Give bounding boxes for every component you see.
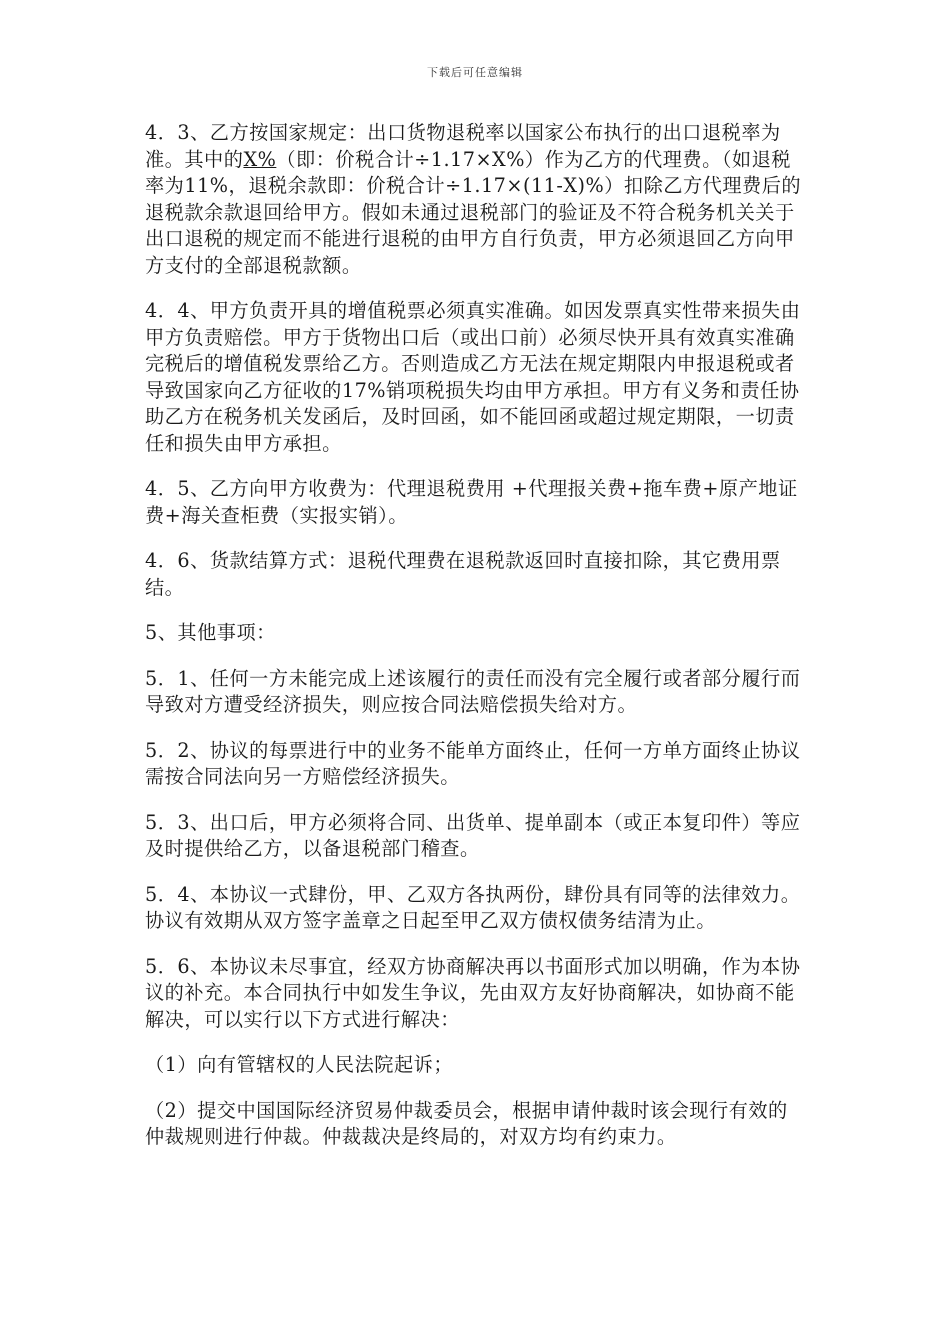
clause-4-6: 4．6、货款结算方式：退税代理费在退税款返回时直接扣除，其它费用票结。	[145, 549, 781, 599]
document-body	[145, 120, 805, 1170]
clause-4-5: 4．5、乙方向甲方收费为：代理退税费用 +代理报关费+拖车费+原产地证费+海关查柜费（实报实销）。	[145, 477, 798, 527]
dispute-option-2: （2）提交中国国际经济贸易仲裁委员会，根据申请仲裁时该会现行有效的仲裁规则进行仲裁。仲裁裁决是终局的，对双方均有约束力。	[145, 1098, 788, 1148]
clause-5-1: 5．1、任何一方未能完成上述该履行的责任而没有完全履行或者部分履行而导致对方遭受经济损失，则应按合同法赔偿损失给对方。	[145, 666, 801, 716]
clause-4-3-rate-variable: X%	[243, 147, 277, 171]
clause-5-4: 5．4、本协议一式肆份，甲、乙双方各执两份，肆份具有同等的法律效力。协议有效期从双方签字盖章之日起至甲乙双方债权债务结清为止。	[145, 882, 801, 932]
clause-5-3: 5．3、出口后，甲方必须将合同、出货单、提单副本（或正本复印件）等应及时提供给乙方，以备退税部门稽查。	[145, 810, 801, 860]
clause-5-2: 5．2、协议的每票进行中的业务不能单方面终止，任何一方单方面终止协议需按合同法向另一方赔偿经济损失。	[145, 738, 801, 788]
clause-5-6: 5．6、本协议未尽事宜，经双方协商解决再以书面形式加以明确，作为本协议的补充。本合同执行中如发生争议，先由双方友好协商解决，如协商不能解决，可以实行以下方式进行解决：	[145, 954, 801, 1031]
clause-4-4: 4．4、甲方负责开具的增值税票必须真实准确。如因发票真实性带来损失由甲方负责赔偿。甲方于货物出口后（或出口前）必须尽快开具有效真实准确完税后的增值税发票给乙方。否则造成乙方无法在规定期限内申报退税或者导致国家向乙方征收的17%销项税损失均由甲方承担。甲方有义务和责任协助乙方在税务机关发函后，及时回函，如不能回函或超过规定期限，一切责任和损失由甲方承担。	[145, 299, 801, 455]
clause-4-3-text-end: （即：价税合计÷1.17×X%）作为乙方的代理费。（如退税率为11%，退税余款即：价税合计÷1.17×(11-X)%）扣除乙方代理费后的退税款余款退回给甲方。假如未通过退税部门的验证及不符合税务机关关于出口退税的规定而不能进行退税的由甲方自行负责，甲方必须退回乙方向甲方支付的全部退税款额。	[145, 147, 802, 277]
clause-4-3	[145, 120, 805, 279]
page-header-note: 下载后可任意编辑	[427, 66, 523, 79]
section-5-heading: 5、其他事项：	[145, 621, 276, 644]
dispute-option-1: （1）向有管辖权的人民法院起诉；	[145, 1053, 454, 1076]
clause-4-3-text-start: 4．3、乙方按国家规定：出口货物退税率以国家公布执行的出口退税率为准。其中的	[145, 121, 781, 171]
